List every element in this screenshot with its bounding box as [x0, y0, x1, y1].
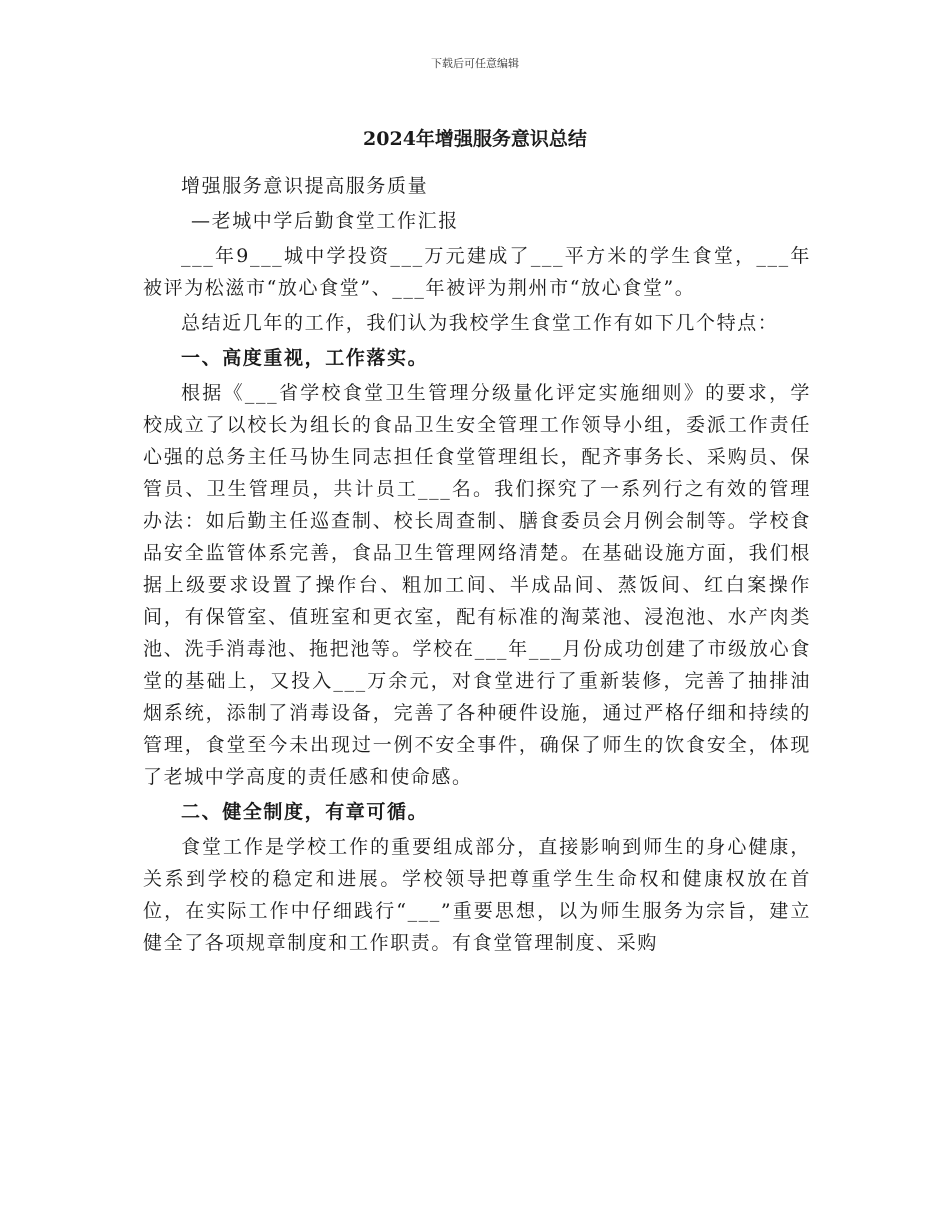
- document-body: [143, 170, 811, 962]
- paragraph-section-1: 根据《___省学校食堂卫生管理分级量化评定实施细则》的要求，学校成立了以校长为组长的食品卫生安全管理工作领导小组，委派工作责任心强的总务主任马协生同志担任食堂管理组长，配齐事务长、采购员、保管员、卫生管理员，共计员工___名。我们探究了一系列行之有效的管理办法：如后勤主任巡查制、校长周查制、膳食委员会月例会制等。学校食品安全监管体系完善，食品卫生管理网络清楚。在基础设施方面，我们根据上级要求设置了操作台、粗加工间、半成品间、蒸饭间、红白案操作间，有保管室、值班室和更衣室，配有标准的淘菜池、浸泡池、水产肉类池、洗手消毒池、拖把池等。学校在___年___月份成功创建了市级放心食堂的基础上，又投入___万余元，对食堂进行了重新装修，完善了抽排油烟系统，添制了消毒设备，完善了各种硬件设施，通过严格仔细和持续的管理，食堂至今未出现过一例不安全事件，确保了师生的饮食安全，体现了老城中学高度的责任感和使命感。: [143, 382, 811, 788]
- paragraph-intro: ___年9___城中学投资___万元建成了___平方米的学生食堂，___年被评为松滋市“放心食堂”、___年被评为荆州市“放心食堂”。: [143, 245, 811, 299]
- subtitle-report: —老城中学后勤食堂工作汇报: [191, 210, 459, 232]
- paragraph-summary: 总结近几年的工作，我们认为我校学生食堂工作有如下几个特点：: [181, 312, 779, 334]
- paragraph-section-2: 食堂工作是学校工作的重要组成部分，直接影响到师生的身心健康，关系到学校的稳定和进展。学校领导把尊重学生生命权和健康权放在首位，在实际工作中仔细践行“___”重要思想，以为师生服务为宗旨，建立健全了各项规章制度和工作职责。有食堂管理制度、采购: [143, 836, 811, 954]
- page-title: 2024年增强服务意识总结: [363, 128, 587, 150]
- section-heading-2: 二、健全制度，有章可循。: [181, 801, 429, 823]
- header-note: 下载后可任意编辑: [431, 57, 519, 70]
- subtitle: 增强服务意识提高服务质量: [181, 175, 429, 197]
- section-heading-1: 一、高度重视，工作落实。: [181, 347, 429, 369]
